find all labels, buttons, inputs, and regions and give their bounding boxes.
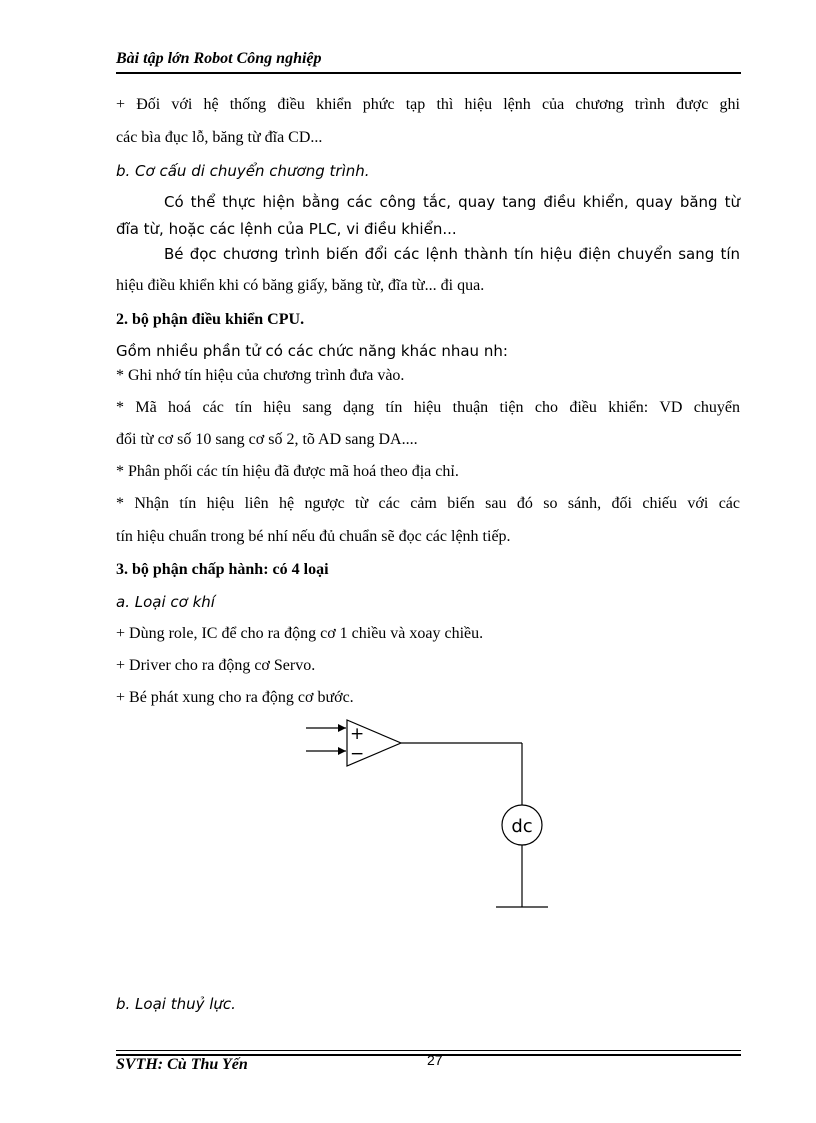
circuit-diagram <box>300 715 560 915</box>
subsection-heading-b: b. Cơ cấu di chuyển chương trình. <box>116 162 370 180</box>
paragraph-line: hiệu điều khiển khi có băng giấy, băng từ, đĩa từ... đi qua. <box>116 277 485 294</box>
page-number: 27 <box>427 1052 443 1068</box>
list-item: * Phân phối các tín hiệu đã được mã hoá theo địa chỉ. <box>116 463 459 480</box>
paragraph-line: các bìa đục lỗ, băng từ đĩa CD... <box>116 129 323 146</box>
subsection-heading-b-hydraulic: b. Loại thuỷ lực. <box>116 995 236 1013</box>
list-item: đổi từ cơ số 10 sang cơ số 2, tõ AD sang DA.... <box>116 431 418 448</box>
paragraph-line: Gồm nhiều phần tử có các chức năng khác nhau nh: <box>116 342 508 360</box>
section-heading-2: 2. bộ phận điều khiển CPU. <box>116 311 305 328</box>
list-item: + Driver cho ra động cơ Servo. <box>116 657 316 674</box>
page-header-title: Bài tập lớn Robot Công nghiệp <box>116 50 322 67</box>
paragraph-line: đĩa từ, hoặc các lệnh của PLC, vi điều khiển... <box>116 220 457 238</box>
dc-motor-label: dc <box>511 816 533 837</box>
input-arrow-1 <box>338 724 346 732</box>
header-divider <box>116 72 741 74</box>
op-amp-plus-label: + <box>350 724 365 744</box>
op-amp-minus-label: − <box>350 744 365 764</box>
list-item: + Dùng role, IC để cho ra động cơ 1 chiều và xoay chiều. <box>116 625 484 642</box>
footer-author: SVTH: Cù Thu Yến <box>116 1056 248 1073</box>
list-item: tín hiệu chuẩn trong bé nhí nếu đủ chuẩn sẽ đọc các lệnh tiếp. <box>116 528 511 545</box>
footer-divider <box>116 1050 741 1051</box>
paragraph-line: Có thể thực hiện bằng các công tắc, quay tang điều khiển, quay băng từ <box>164 193 740 211</box>
paragraph-line: Bé đọc chương trình biến đổi các lệnh thành tín hiệu điện chuyển sang tín <box>164 245 740 263</box>
subsection-heading-a: a. Loại cơ khí <box>116 593 215 611</box>
section-heading-3: 3. bộ phận chấp hành: có 4 loại <box>116 561 329 578</box>
list-item: * Nhận tín hiệu liên hệ ngược từ các cảm biến sau đó so sánh, đối chiếu với các <box>116 495 740 512</box>
paragraph-line: + Đối với hệ thống điều khiển phức tạp thì hiệu lệnh của chương trình được ghi <box>116 96 740 113</box>
list-item: * Mã hoá các tín hiệu sang dạng tín hiệu thuận tiện cho điều khiển: VD chuyển <box>116 399 740 416</box>
list-item: * Ghi nhớ tín hiệu của chương trình đưa vào. <box>116 367 405 384</box>
list-item: + Bé phát xung cho ra động cơ bước. <box>116 689 354 706</box>
input-arrow-2 <box>338 747 346 755</box>
